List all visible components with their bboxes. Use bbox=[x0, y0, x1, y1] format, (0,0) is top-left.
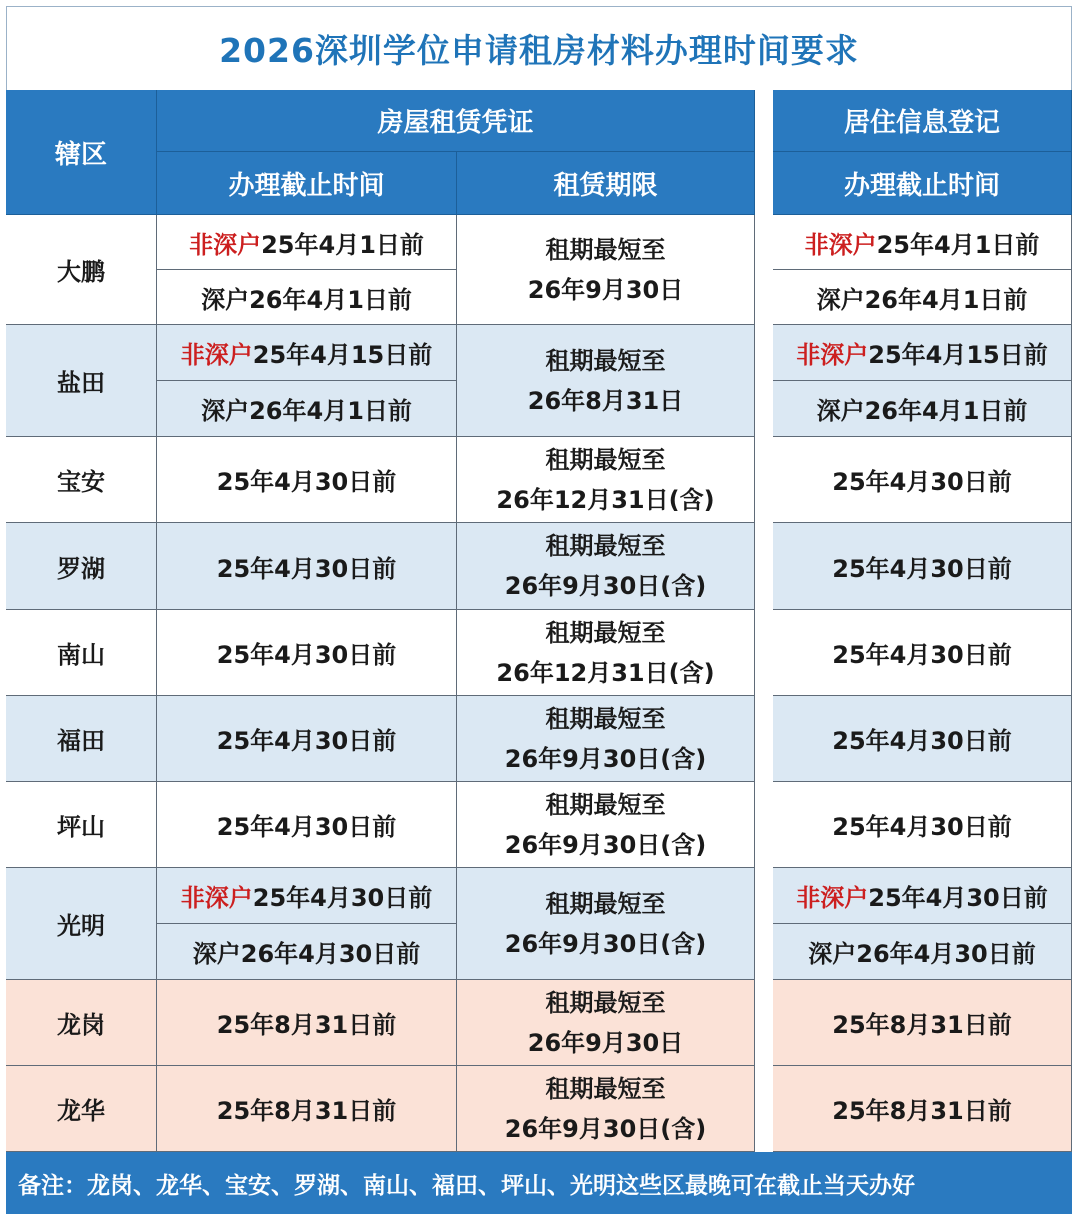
deadline-value: 25年4月1日前 bbox=[876, 230, 1040, 259]
term-line-2: 26年9月30日(含) bbox=[504, 1114, 707, 1143]
header-residence-group: 居住信息登记 bbox=[773, 90, 1072, 152]
lease-term-cell bbox=[457, 782, 755, 868]
shenzhen-label: 深户 bbox=[808, 940, 857, 968]
shenzhen-label: 深户 bbox=[192, 940, 241, 968]
term-line-2: 26年12月31日(含) bbox=[496, 485, 715, 514]
lease-deadline-nonlocal bbox=[157, 325, 457, 381]
header-district: 辖区 bbox=[6, 90, 157, 215]
term-line-1: 租期最短至 bbox=[545, 445, 666, 474]
non-shenzhen-label: 非深户 bbox=[189, 230, 262, 259]
residence-deadline-local bbox=[773, 381, 1072, 437]
footnote-banner: 备注：龙岗、龙华、宝安、罗湖、南山、福田、坪山、光明这些区最晚可在截止当天办好 bbox=[6, 1152, 1072, 1214]
term-line-1: 租期最短至 bbox=[545, 988, 666, 1017]
residence-deadline-cell: 25年4月30日前 bbox=[773, 610, 1072, 696]
residence-deadline-nonlocal bbox=[773, 215, 1072, 270]
residence-deadline-cell: 25年4月30日前 bbox=[773, 523, 1072, 610]
term-line-1: 租期最短至 bbox=[545, 889, 666, 918]
deadline-value: 25年4月1日前 bbox=[261, 230, 424, 259]
lease-deadline-cell: 25年4月30日前 bbox=[157, 696, 457, 782]
lease-term-cell bbox=[457, 868, 755, 980]
term-line-2: 26年9月30日(含) bbox=[504, 744, 707, 773]
lease-term-cell bbox=[457, 215, 755, 325]
lease-term-cell bbox=[457, 696, 755, 782]
district-cell: 龙岗 bbox=[6, 980, 157, 1066]
non-shenzhen-label: 非深户 bbox=[804, 230, 877, 259]
header-lease-deadline: 办理截止时间 bbox=[157, 152, 457, 215]
lease-deadline-local bbox=[157, 270, 457, 325]
deadline-value: 26年4月1日前 bbox=[864, 285, 1028, 314]
shenzhen-label: 深户 bbox=[201, 397, 250, 425]
residence-deadline-local bbox=[773, 270, 1072, 325]
lease-term-cell bbox=[457, 325, 755, 437]
residence-deadline-cell: 25年4月30日前 bbox=[773, 696, 1072, 782]
district-cell: 宝安 bbox=[6, 437, 157, 523]
deadline-value: 25年4月15日前 bbox=[868, 341, 1048, 369]
term-line-2: 26年9月30日(含) bbox=[504, 830, 707, 859]
term-line-1: 租期最短至 bbox=[545, 235, 666, 264]
term-line-2: 26年9月30日(含) bbox=[504, 572, 707, 600]
non-shenzhen-label: 非深户 bbox=[796, 341, 869, 369]
shenzhen-label: 深户 bbox=[816, 397, 865, 425]
residence-deadline-nonlocal bbox=[773, 868, 1072, 924]
header-residence-deadline: 办理截止时间 bbox=[773, 152, 1072, 215]
lease-deadline-cell: 25年4月30日前 bbox=[157, 523, 457, 610]
term-line-1: 租期最短至 bbox=[545, 790, 666, 819]
district-cell: 南山 bbox=[6, 610, 157, 696]
district-cell: 盐田 bbox=[6, 325, 157, 437]
non-shenzhen-label: 非深户 bbox=[180, 341, 253, 369]
residence-deadline-cell: 25年8月31日前 bbox=[773, 980, 1072, 1066]
lease-deadline-cell: 25年8月31日前 bbox=[157, 980, 457, 1066]
lease-deadline-cell: 25年8月31日前 bbox=[157, 1066, 457, 1152]
district-cell: 龙华 bbox=[6, 1066, 157, 1152]
residence-deadline-cell: 25年8月31日前 bbox=[773, 1066, 1072, 1152]
residence-deadline-local bbox=[773, 924, 1072, 980]
deadline-value: 25年4月30日前 bbox=[868, 884, 1048, 912]
non-shenzhen-label: 非深户 bbox=[180, 884, 253, 912]
deadline-value: 26年4月1日前 bbox=[864, 397, 1028, 425]
term-line-1: 租期最短至 bbox=[545, 532, 666, 560]
lease-deadline-nonlocal bbox=[157, 215, 457, 270]
lease-deadline-local bbox=[157, 924, 457, 980]
district-cell: 光明 bbox=[6, 868, 157, 980]
term-line-2: 26年9月30日(含) bbox=[504, 929, 707, 958]
residence-deadline-nonlocal bbox=[773, 325, 1072, 381]
district-cell: 大鹏 bbox=[6, 215, 157, 325]
district-cell: 坪山 bbox=[6, 782, 157, 868]
lease-deadline-local bbox=[157, 381, 457, 437]
district-cell: 福田 bbox=[6, 696, 157, 782]
lease-term-cell bbox=[457, 1066, 755, 1152]
term-line-1: 租期最短至 bbox=[545, 618, 666, 647]
term-line-2: 26年9月30日 bbox=[527, 1028, 684, 1057]
shenzhen-label: 深户 bbox=[201, 285, 250, 314]
non-shenzhen-label: 非深户 bbox=[796, 884, 869, 912]
residence-deadline-cell: 25年4月30日前 bbox=[773, 782, 1072, 868]
deadline-value: 26年4月30日前 bbox=[856, 940, 1036, 968]
term-line-1: 租期最短至 bbox=[545, 704, 666, 733]
district-cell: 罗湖 bbox=[6, 523, 157, 610]
deadline-value: 25年4月30日前 bbox=[252, 884, 433, 912]
term-line-1: 租期最短至 bbox=[545, 346, 666, 375]
lease-term-cell bbox=[457, 523, 755, 610]
deadline-value: 25年4月15日前 bbox=[252, 341, 433, 369]
lease-deadline-cell: 25年4月30日前 bbox=[157, 610, 457, 696]
header-lease-term: 租赁期限 bbox=[457, 152, 755, 215]
lease-deadline-nonlocal bbox=[157, 868, 457, 924]
deadline-value: 26年4月1日前 bbox=[249, 397, 412, 425]
deadline-value: 26年4月1日前 bbox=[249, 285, 412, 314]
term-line-2: 26年12月31日(含) bbox=[496, 658, 715, 687]
residence-deadline-cell: 25年4月30日前 bbox=[773, 437, 1072, 523]
lease-term-cell bbox=[457, 437, 755, 523]
deadline-value: 26年4月30日前 bbox=[240, 940, 421, 968]
term-line-1: 租期最短至 bbox=[545, 1074, 666, 1103]
term-line-2: 26年8月31日 bbox=[527, 386, 684, 415]
lease-term-cell bbox=[457, 980, 755, 1066]
shenzhen-label: 深户 bbox=[816, 285, 865, 314]
page-title: 2026深圳学位申请租房材料办理时间要求 bbox=[219, 30, 859, 70]
lease-term-cell bbox=[457, 610, 755, 696]
lease-deadline-cell: 25年4月30日前 bbox=[157, 437, 457, 523]
lease-deadline-cell: 25年4月30日前 bbox=[157, 782, 457, 868]
column-gap bbox=[755, 90, 773, 1152]
term-line-2: 26年9月30日 bbox=[527, 275, 684, 304]
header-lease-group: 房屋租赁凭证 bbox=[157, 90, 755, 152]
